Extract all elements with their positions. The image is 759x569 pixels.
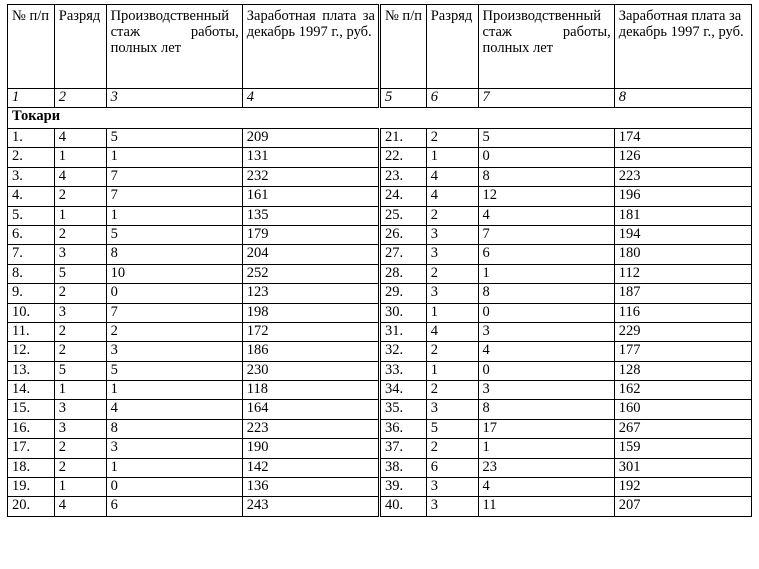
experience-cell: 6 — [478, 245, 614, 264]
section-row — [8, 108, 752, 129]
row-number-cell: 21. — [379, 129, 426, 148]
table-row — [8, 478, 752, 497]
salary-cell: 207 — [614, 497, 751, 516]
experience-cell: 7 — [106, 303, 242, 322]
salary-cell: 252 — [242, 264, 379, 283]
row-number-cell: 23. — [379, 167, 426, 186]
header-cell-grade: Разряд — [54, 5, 106, 89]
experience-cell: 8 — [478, 167, 614, 186]
table-row — [8, 419, 752, 438]
experience-cell: 0 — [478, 361, 614, 380]
experience-cell: 10 — [106, 264, 242, 283]
column-number-cell: 8 — [614, 89, 751, 108]
experience-cell: 11 — [478, 497, 614, 516]
experience-cell: 12 — [478, 187, 614, 206]
experience-cell: 23 — [478, 458, 614, 477]
grade-cell: 2 — [426, 206, 478, 225]
salary-cell: 229 — [614, 322, 751, 341]
salary-cell: 128 — [614, 361, 751, 380]
header-cell-number: № п/п — [8, 5, 55, 89]
experience-cell: 5 — [106, 361, 242, 380]
table-row — [8, 361, 752, 380]
experience-cell: 1 — [106, 148, 242, 167]
salary-cell: 301 — [614, 458, 751, 477]
row-number-cell: 25. — [379, 206, 426, 225]
row-number-cell: 10. — [8, 303, 55, 322]
experience-cell: 0 — [106, 478, 242, 497]
salary-cell: 136 — [242, 478, 379, 497]
row-number-cell: 34. — [379, 381, 426, 400]
table-row — [8, 322, 752, 341]
experience-cell: 5 — [478, 129, 614, 148]
experience-cell: 4 — [478, 206, 614, 225]
salary-cell: 243 — [242, 497, 379, 516]
row-number-cell: 27. — [379, 245, 426, 264]
salary-cell: 142 — [242, 458, 379, 477]
salary-cell: 223 — [614, 167, 751, 186]
grade-cell: 2 — [54, 322, 106, 341]
experience-cell: 2 — [106, 322, 242, 341]
experience-cell: 0 — [478, 303, 614, 322]
table-row — [8, 497, 752, 516]
table-row — [8, 400, 752, 419]
grade-cell: 3 — [426, 245, 478, 264]
salary-cell: 180 — [614, 245, 751, 264]
salary-cell: 123 — [242, 284, 379, 303]
grade-cell: 2 — [54, 187, 106, 206]
row-number-cell: 6. — [8, 225, 55, 244]
table-row — [8, 381, 752, 400]
row-number-cell: 32. — [379, 342, 426, 361]
row-number-cell: 18. — [8, 458, 55, 477]
table-row — [8, 439, 752, 458]
salary-cell: 161 — [242, 187, 379, 206]
row-number-cell: 16. — [8, 419, 55, 438]
workers-salary-table — [7, 4, 752, 517]
salary-cell: 164 — [242, 400, 379, 419]
table-row — [8, 167, 752, 186]
grade-cell: 5 — [54, 264, 106, 283]
grade-cell: 3 — [426, 284, 478, 303]
salary-cell: 177 — [614, 342, 751, 361]
header-row — [8, 5, 752, 89]
table-row — [8, 129, 752, 148]
grade-cell: 3 — [54, 303, 106, 322]
grade-cell: 5 — [54, 361, 106, 380]
grade-cell: 2 — [426, 129, 478, 148]
row-number-cell: 38. — [379, 458, 426, 477]
grade-cell: 5 — [426, 419, 478, 438]
row-number-cell: 3. — [8, 167, 55, 186]
salary-cell: 196 — [614, 187, 751, 206]
salary-cell: 174 — [614, 129, 751, 148]
row-number-cell: 7. — [8, 245, 55, 264]
experience-cell: 6 — [106, 497, 242, 516]
table-row — [8, 458, 752, 477]
experience-cell: 7 — [106, 167, 242, 186]
salary-cell: 159 — [614, 439, 751, 458]
column-number-cell: 1 — [8, 89, 55, 108]
salary-cell: 181 — [614, 206, 751, 225]
row-number-cell: 26. — [379, 225, 426, 244]
salary-cell: 112 — [614, 264, 751, 283]
grade-cell: 4 — [54, 167, 106, 186]
row-number-cell: 13. — [8, 361, 55, 380]
salary-cell: 192 — [614, 478, 751, 497]
experience-cell: 4 — [478, 342, 614, 361]
row-number-cell: 36. — [379, 419, 426, 438]
salary-cell: 126 — [614, 148, 751, 167]
experience-cell: 8 — [478, 400, 614, 419]
table-row — [8, 225, 752, 244]
table-row — [8, 264, 752, 283]
header-cell-salary: Заработная плата за декабрь 1997 г., руб. — [242, 5, 379, 89]
grade-cell: 1 — [426, 303, 478, 322]
header-cell-grade: Разряд — [426, 5, 478, 89]
experience-cell: 3 — [106, 439, 242, 458]
row-number-cell: 14. — [8, 381, 55, 400]
grade-cell: 3 — [54, 245, 106, 264]
salary-cell: 190 — [242, 439, 379, 458]
salary-cell: 198 — [242, 303, 379, 322]
row-number-cell: 33. — [379, 361, 426, 380]
salary-cell: 160 — [614, 400, 751, 419]
grade-cell: 4 — [426, 167, 478, 186]
table-row — [8, 187, 752, 206]
salary-cell: 118 — [242, 381, 379, 400]
row-number-cell: 35. — [379, 400, 426, 419]
row-number-cell: 30. — [379, 303, 426, 322]
experience-cell: 1 — [478, 264, 614, 283]
grade-cell: 1 — [426, 148, 478, 167]
experience-cell: 1 — [106, 381, 242, 400]
table-row — [8, 206, 752, 225]
grade-cell: 3 — [54, 400, 106, 419]
experience-cell: 5 — [106, 129, 242, 148]
row-number-cell: 17. — [8, 439, 55, 458]
header-cell-salary: Заработная плата за декабрь 1997 г., руб. — [614, 5, 751, 89]
experience-cell: 3 — [106, 342, 242, 361]
row-number-cell: 31. — [379, 322, 426, 341]
salary-cell: 116 — [614, 303, 751, 322]
grade-cell: 1 — [54, 148, 106, 167]
salary-cell: 194 — [614, 225, 751, 244]
header-cell-experience: Производственный стаж работы, полных лет — [478, 5, 614, 89]
row-number-cell: 12. — [8, 342, 55, 361]
grade-cell: 1 — [54, 381, 106, 400]
row-number-cell: 8. — [8, 264, 55, 283]
experience-cell: 3 — [478, 322, 614, 341]
row-number-cell: 40. — [379, 497, 426, 516]
experience-cell: 1 — [478, 439, 614, 458]
column-number-cell: 5 — [379, 89, 426, 108]
experience-cell: 17 — [478, 419, 614, 438]
grade-cell: 2 — [426, 381, 478, 400]
row-number-cell: 29. — [379, 284, 426, 303]
grade-cell: 2 — [426, 439, 478, 458]
salary-cell: 209 — [242, 129, 379, 148]
grade-cell: 2 — [54, 458, 106, 477]
grade-cell: 2 — [54, 225, 106, 244]
experience-cell: 4 — [106, 400, 242, 419]
row-number-cell: 5. — [8, 206, 55, 225]
table-row — [8, 148, 752, 167]
column-number-cell: 6 — [426, 89, 478, 108]
experience-cell: 0 — [106, 284, 242, 303]
table-row — [8, 284, 752, 303]
row-number-cell: 15. — [8, 400, 55, 419]
salary-cell: 162 — [614, 381, 751, 400]
grade-cell: 3 — [426, 400, 478, 419]
grade-cell: 2 — [426, 342, 478, 361]
table-row — [8, 245, 752, 264]
experience-cell: 8 — [106, 245, 242, 264]
header-cell-experience: Производственный стаж работы, полных лет — [106, 5, 242, 89]
row-number-cell: 1. — [8, 129, 55, 148]
column-number-cell: 4 — [242, 89, 379, 108]
row-number-cell: 28. — [379, 264, 426, 283]
experience-cell: 4 — [478, 478, 614, 497]
column-number-cell: 7 — [478, 89, 614, 108]
column-number-row — [8, 89, 752, 108]
row-number-cell: 11. — [8, 322, 55, 341]
row-number-cell: 9. — [8, 284, 55, 303]
section-title: Токари — [8, 108, 752, 129]
grade-cell: 1 — [54, 478, 106, 497]
grade-cell: 3 — [54, 419, 106, 438]
row-number-cell: 19. — [8, 478, 55, 497]
grade-cell: 6 — [426, 458, 478, 477]
table-row — [8, 303, 752, 322]
grade-cell: 4 — [426, 187, 478, 206]
grade-cell: 4 — [54, 497, 106, 516]
row-number-cell: 4. — [8, 187, 55, 206]
grade-cell: 2 — [54, 284, 106, 303]
salary-cell: 179 — [242, 225, 379, 244]
grade-cell: 3 — [426, 497, 478, 516]
grade-cell: 4 — [426, 322, 478, 341]
experience-cell: 8 — [106, 419, 242, 438]
experience-cell: 7 — [106, 187, 242, 206]
grade-cell: 2 — [54, 439, 106, 458]
grade-cell: 2 — [54, 342, 106, 361]
row-number-cell: 22. — [379, 148, 426, 167]
grade-cell: 3 — [426, 225, 478, 244]
row-number-cell: 24. — [379, 187, 426, 206]
table-row — [8, 342, 752, 361]
row-number-cell: 2. — [8, 148, 55, 167]
experience-cell: 1 — [106, 206, 242, 225]
column-number-cell: 3 — [106, 89, 242, 108]
salary-cell: 131 — [242, 148, 379, 167]
experience-cell: 0 — [478, 148, 614, 167]
salary-cell: 230 — [242, 361, 379, 380]
experience-cell: 8 — [478, 284, 614, 303]
salary-cell: 267 — [614, 419, 751, 438]
column-number-cell: 2 — [54, 89, 106, 108]
salary-cell: 232 — [242, 167, 379, 186]
salary-cell: 186 — [242, 342, 379, 361]
salary-cell: 223 — [242, 419, 379, 438]
grade-cell: 2 — [426, 264, 478, 283]
salary-cell: 187 — [614, 284, 751, 303]
grade-cell: 4 — [54, 129, 106, 148]
salary-cell: 135 — [242, 206, 379, 225]
grade-cell: 1 — [54, 206, 106, 225]
grade-cell: 3 — [426, 478, 478, 497]
row-number-cell: 39. — [379, 478, 426, 497]
header-cell-number: № п/п — [379, 5, 426, 89]
salary-cell: 204 — [242, 245, 379, 264]
experience-cell: 3 — [478, 381, 614, 400]
row-number-cell: 20. — [8, 497, 55, 516]
experience-cell: 5 — [106, 225, 242, 244]
experience-cell: 7 — [478, 225, 614, 244]
row-number-cell: 37. — [379, 439, 426, 458]
experience-cell: 1 — [106, 458, 242, 477]
grade-cell: 1 — [426, 361, 478, 380]
salary-cell: 172 — [242, 322, 379, 341]
